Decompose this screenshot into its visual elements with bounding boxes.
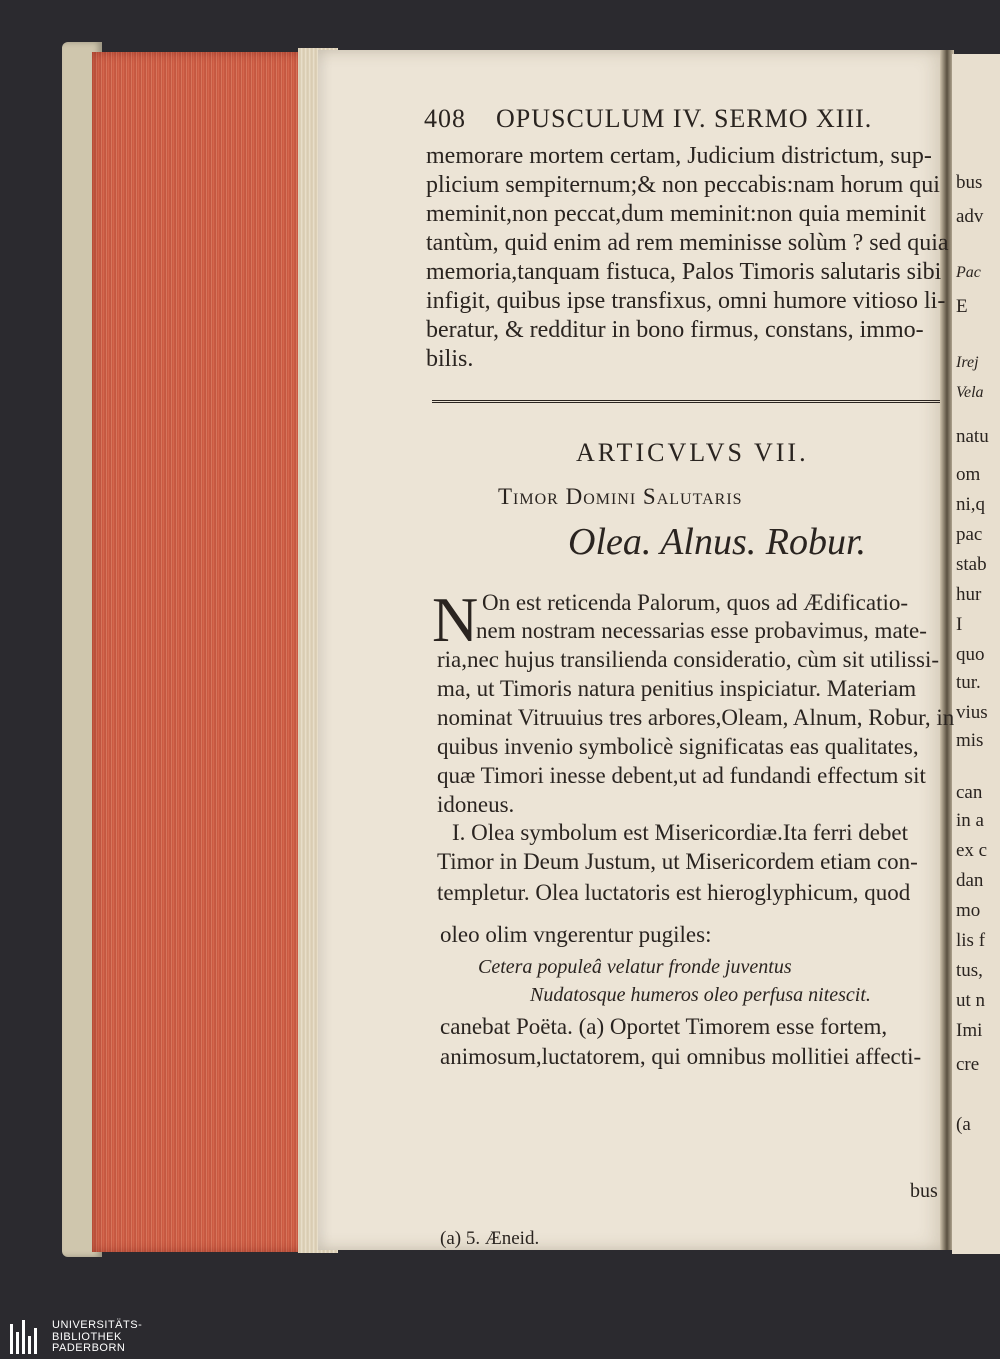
right-page-text-fragment: tus, (956, 960, 983, 981)
right-page-text-fragment: natu (956, 426, 989, 447)
article-italic-heading: Olea. Alnus. Robur. (568, 521, 867, 563)
text-line: quæ Timori inesse debent,ut ad fundandi effectum sit (437, 763, 926, 788)
text-line: ma, ut Timoris natura penitius inspiciatur. Materiam (437, 676, 917, 701)
right-page-text-fragment: stab (956, 554, 987, 575)
right-page-text-fragment: Imi (956, 1020, 983, 1041)
library-logo-bar (0, 1310, 1000, 1359)
right-page-text-fragment: in a (956, 810, 984, 831)
right-page-text-fragment: adv (956, 206, 984, 227)
footnote: (a) 5. Æneid. (440, 1228, 540, 1249)
library-logo-text (52, 1320, 142, 1355)
right-page-text-fragment: vius (956, 702, 988, 723)
right-page-fragment (952, 54, 1000, 1254)
text-line: memoria,tanquam fistuca, Palos Timoris salutaris sibi (426, 259, 942, 285)
right-page-text-fragment: ex c (956, 840, 988, 861)
right-page-text-fragment: hur (956, 584, 982, 605)
article-subtitle: Timor Domini Salutaris (498, 484, 743, 509)
text-line: Timor in Deum Justum, ut Misericordem etiam con- (437, 849, 918, 874)
right-page-text-fragment: can (956, 782, 983, 803)
right-page-text-fragment: (a (956, 1114, 971, 1135)
page-number: 408 (424, 104, 466, 133)
right-page-text-fragment: dan (956, 870, 984, 891)
library-logo-icon (10, 1320, 38, 1354)
text-line: plicium sempiternum;& non peccabis:nam horum qui (426, 172, 940, 198)
right-page-text-fragment: Irej (956, 354, 979, 371)
right-page-text-fragment: mo (956, 900, 981, 921)
text-line: beratur, & redditur in bono firmus, constans, immo- (426, 317, 924, 343)
text-line: oleo olim vngerentur pugiles: (440, 922, 712, 947)
right-page-text-fragment: ni,q (956, 494, 986, 515)
text-line: templetur. Olea luctatoris est hieroglyphicum, quod (437, 880, 911, 905)
article-title: ARTICVLVS VII. (576, 438, 809, 467)
running-title: OPUSCULUM IV. SERMO XIII. (496, 104, 873, 133)
text-line: animosum,luctatorem, qui omnibus mollitiei affecti- (440, 1044, 922, 1069)
text-line: tantùm, quid enim ad rem meminisse solùm ? sed quia (426, 230, 949, 256)
right-page-text-fragment: pac (956, 524, 983, 545)
text-line: nem nostram necessarias esse probavimus, mate- (476, 618, 927, 643)
logo-line: UNIVERSITÄTS- (52, 1319, 143, 1331)
right-page-text-fragment: I (956, 614, 963, 635)
text-line: nominat Vitruuius tres arbores,Oleam, Alnum, Robur, in (437, 705, 955, 730)
text-line: I. Olea symbolum est Misericordiæ.Ita ferri debet (452, 820, 909, 845)
right-page-text-fragment: lis f (956, 930, 986, 951)
red-page-edges (92, 52, 307, 1252)
text-line: memorare mortem certam, Judicium districtum, sup- (426, 143, 932, 169)
right-page-text-fragment: bus (956, 172, 983, 193)
text-line: quibus invenio symbolicè significatas eas qualitates, (437, 734, 919, 759)
right-page-text-fragment: cre (956, 1054, 980, 1075)
verse-line: Cetera populeâ velatur fronde juventus (478, 956, 792, 978)
drop-cap: N (432, 584, 479, 655)
right-page-text-fragment: E (956, 296, 968, 317)
text-line: bilis. (426, 346, 474, 372)
logo-line: BIBLIOTHEK (52, 1330, 122, 1343)
logo-line: PADERBORN (52, 1342, 126, 1354)
catchword: bus (910, 1180, 938, 1202)
section-divider (432, 400, 940, 403)
right-page-text-fragment: tur. (956, 672, 981, 693)
right-page-text-fragment: Vela (956, 384, 984, 401)
right-page-text-fragment: om (956, 464, 981, 485)
text-line: idoneus. (437, 792, 515, 817)
right-page-text-fragment: quo (956, 644, 985, 665)
verse-line: Nudatosque humeros oleo perfusa nitescit. (530, 984, 871, 1006)
running-header (424, 104, 872, 134)
text-line: infigit, quibus ipse transfixus, omni humore vitioso li- (426, 288, 946, 314)
text-line: ria,nec hujus transilienda consideratio, cùm sit utilissi- (437, 647, 940, 672)
text-line: meminit,non peccat,dum meminit:non quia meminit (426, 201, 926, 227)
text-line: On est reticenda Palorum, quos ad Ædificatio- (482, 590, 909, 615)
right-page-text-fragment: mis (956, 730, 984, 751)
right-page-text-fragment: Pac (956, 264, 981, 281)
text-line: canebat Poëta. (a) Oportet Timorem esse fortem, (440, 1014, 888, 1039)
right-page-text-fragment: ut n (956, 990, 986, 1011)
